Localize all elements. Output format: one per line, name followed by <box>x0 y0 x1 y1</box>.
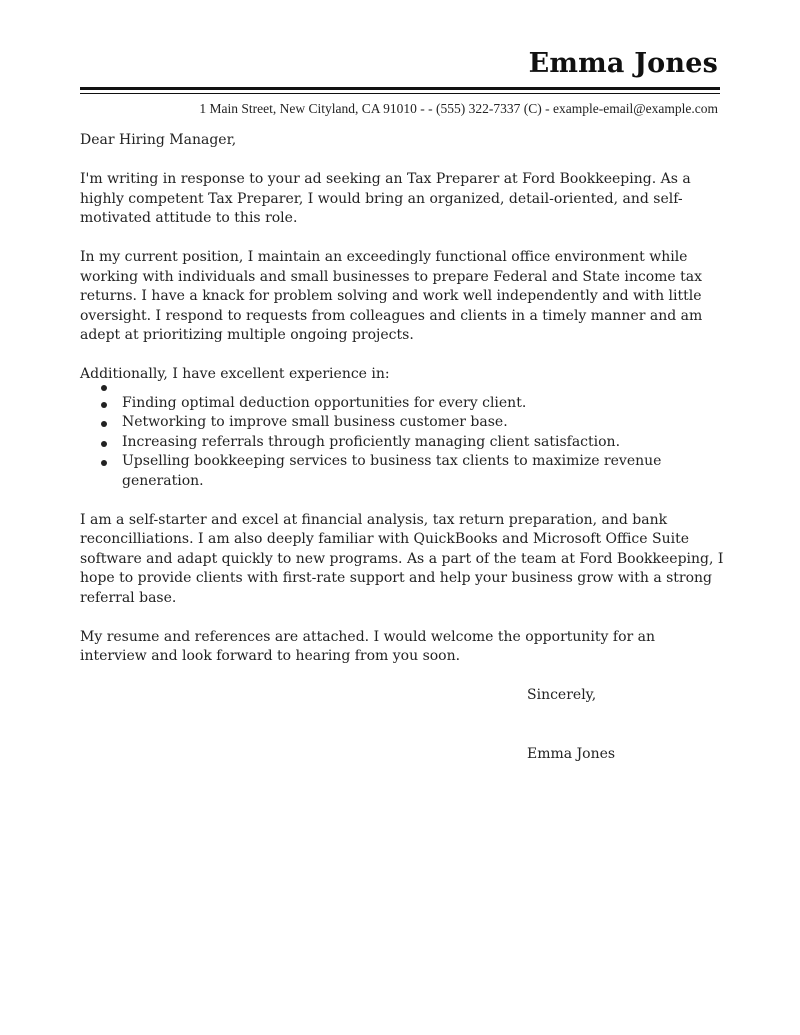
list-item <box>80 433 725 453</box>
list-item-text: Increasing referrals through proficiently managing client satisfaction. <box>122 433 621 450</box>
header-rule-thick <box>80 87 720 90</box>
closing-phrase: Sincerely, <box>527 687 597 703</box>
list-item <box>80 394 725 414</box>
bullet-dot-icon <box>101 402 107 408</box>
salutation: Dear Hiring Manager, <box>80 132 237 148</box>
paragraph-current-position: In my current position, I maintain an exceedingly functional office environment while working with individuals and small businesses to prepare Federal and State income tax returns. I have a knack for problem solving and work well independently and with little oversight. I respond to requests from colleagues and clients in a timely manner and am adept at prioritizing multiple ongoing projects. <box>80 249 703 343</box>
sender-name-heading: Emma Jones <box>528 48 718 79</box>
experience-list-intro: Additionally, I have excellent experience in: <box>80 366 390 382</box>
bullet-dot-icon <box>101 421 107 427</box>
empty-bullet <box>80 385 725 394</box>
list-item-text: Finding optimal deduction opportunities for every client. <box>122 394 527 411</box>
bullet-dot-icon <box>101 385 107 391</box>
bullet-dot-icon <box>101 460 107 466</box>
list-item <box>80 413 725 433</box>
list-item-text: Upselling bookkeeping services to business tax clients to maximize revenue generation. <box>122 453 662 489</box>
letter-body <box>80 131 725 764</box>
header-rule-thin <box>80 93 720 94</box>
paragraph-skills: I am a self-starter and excel at financial analysis, tax return preparation, and bank reconcilliations. I am also deeply familiar with QuickBooks and Microsoft Office Suite software and adapt quickly to new programs. As a part of the team at Ford Bookkeeping, I hope to provide clients with first-rate support and help your business grow with a strong referral base. <box>80 511 724 606</box>
experience-list <box>80 394 725 492</box>
list-item <box>80 452 725 491</box>
contact-line: 1 Main Street, New Cityland, CA 91010 - - (555) 322-7337 (C) - example-email@example.com <box>199 101 718 116</box>
paragraph-intro: I'm writing in response to your ad seeking an Tax Preparer at Ford Bookkeeping. As a highly competent Tax Preparer, I would bring an organized, detail-oriented, and self-motivated attitude to this role. <box>80 171 691 226</box>
bullet-dot-icon <box>101 441 107 447</box>
signature-name: Emma Jones <box>527 745 616 762</box>
paragraph-closing: My resume and references are attached. I would welcome the opportunity for an interview and look forward to hearing from you soon. <box>80 628 655 664</box>
list-item-text: Networking to improve small business customer base. <box>122 414 508 430</box>
